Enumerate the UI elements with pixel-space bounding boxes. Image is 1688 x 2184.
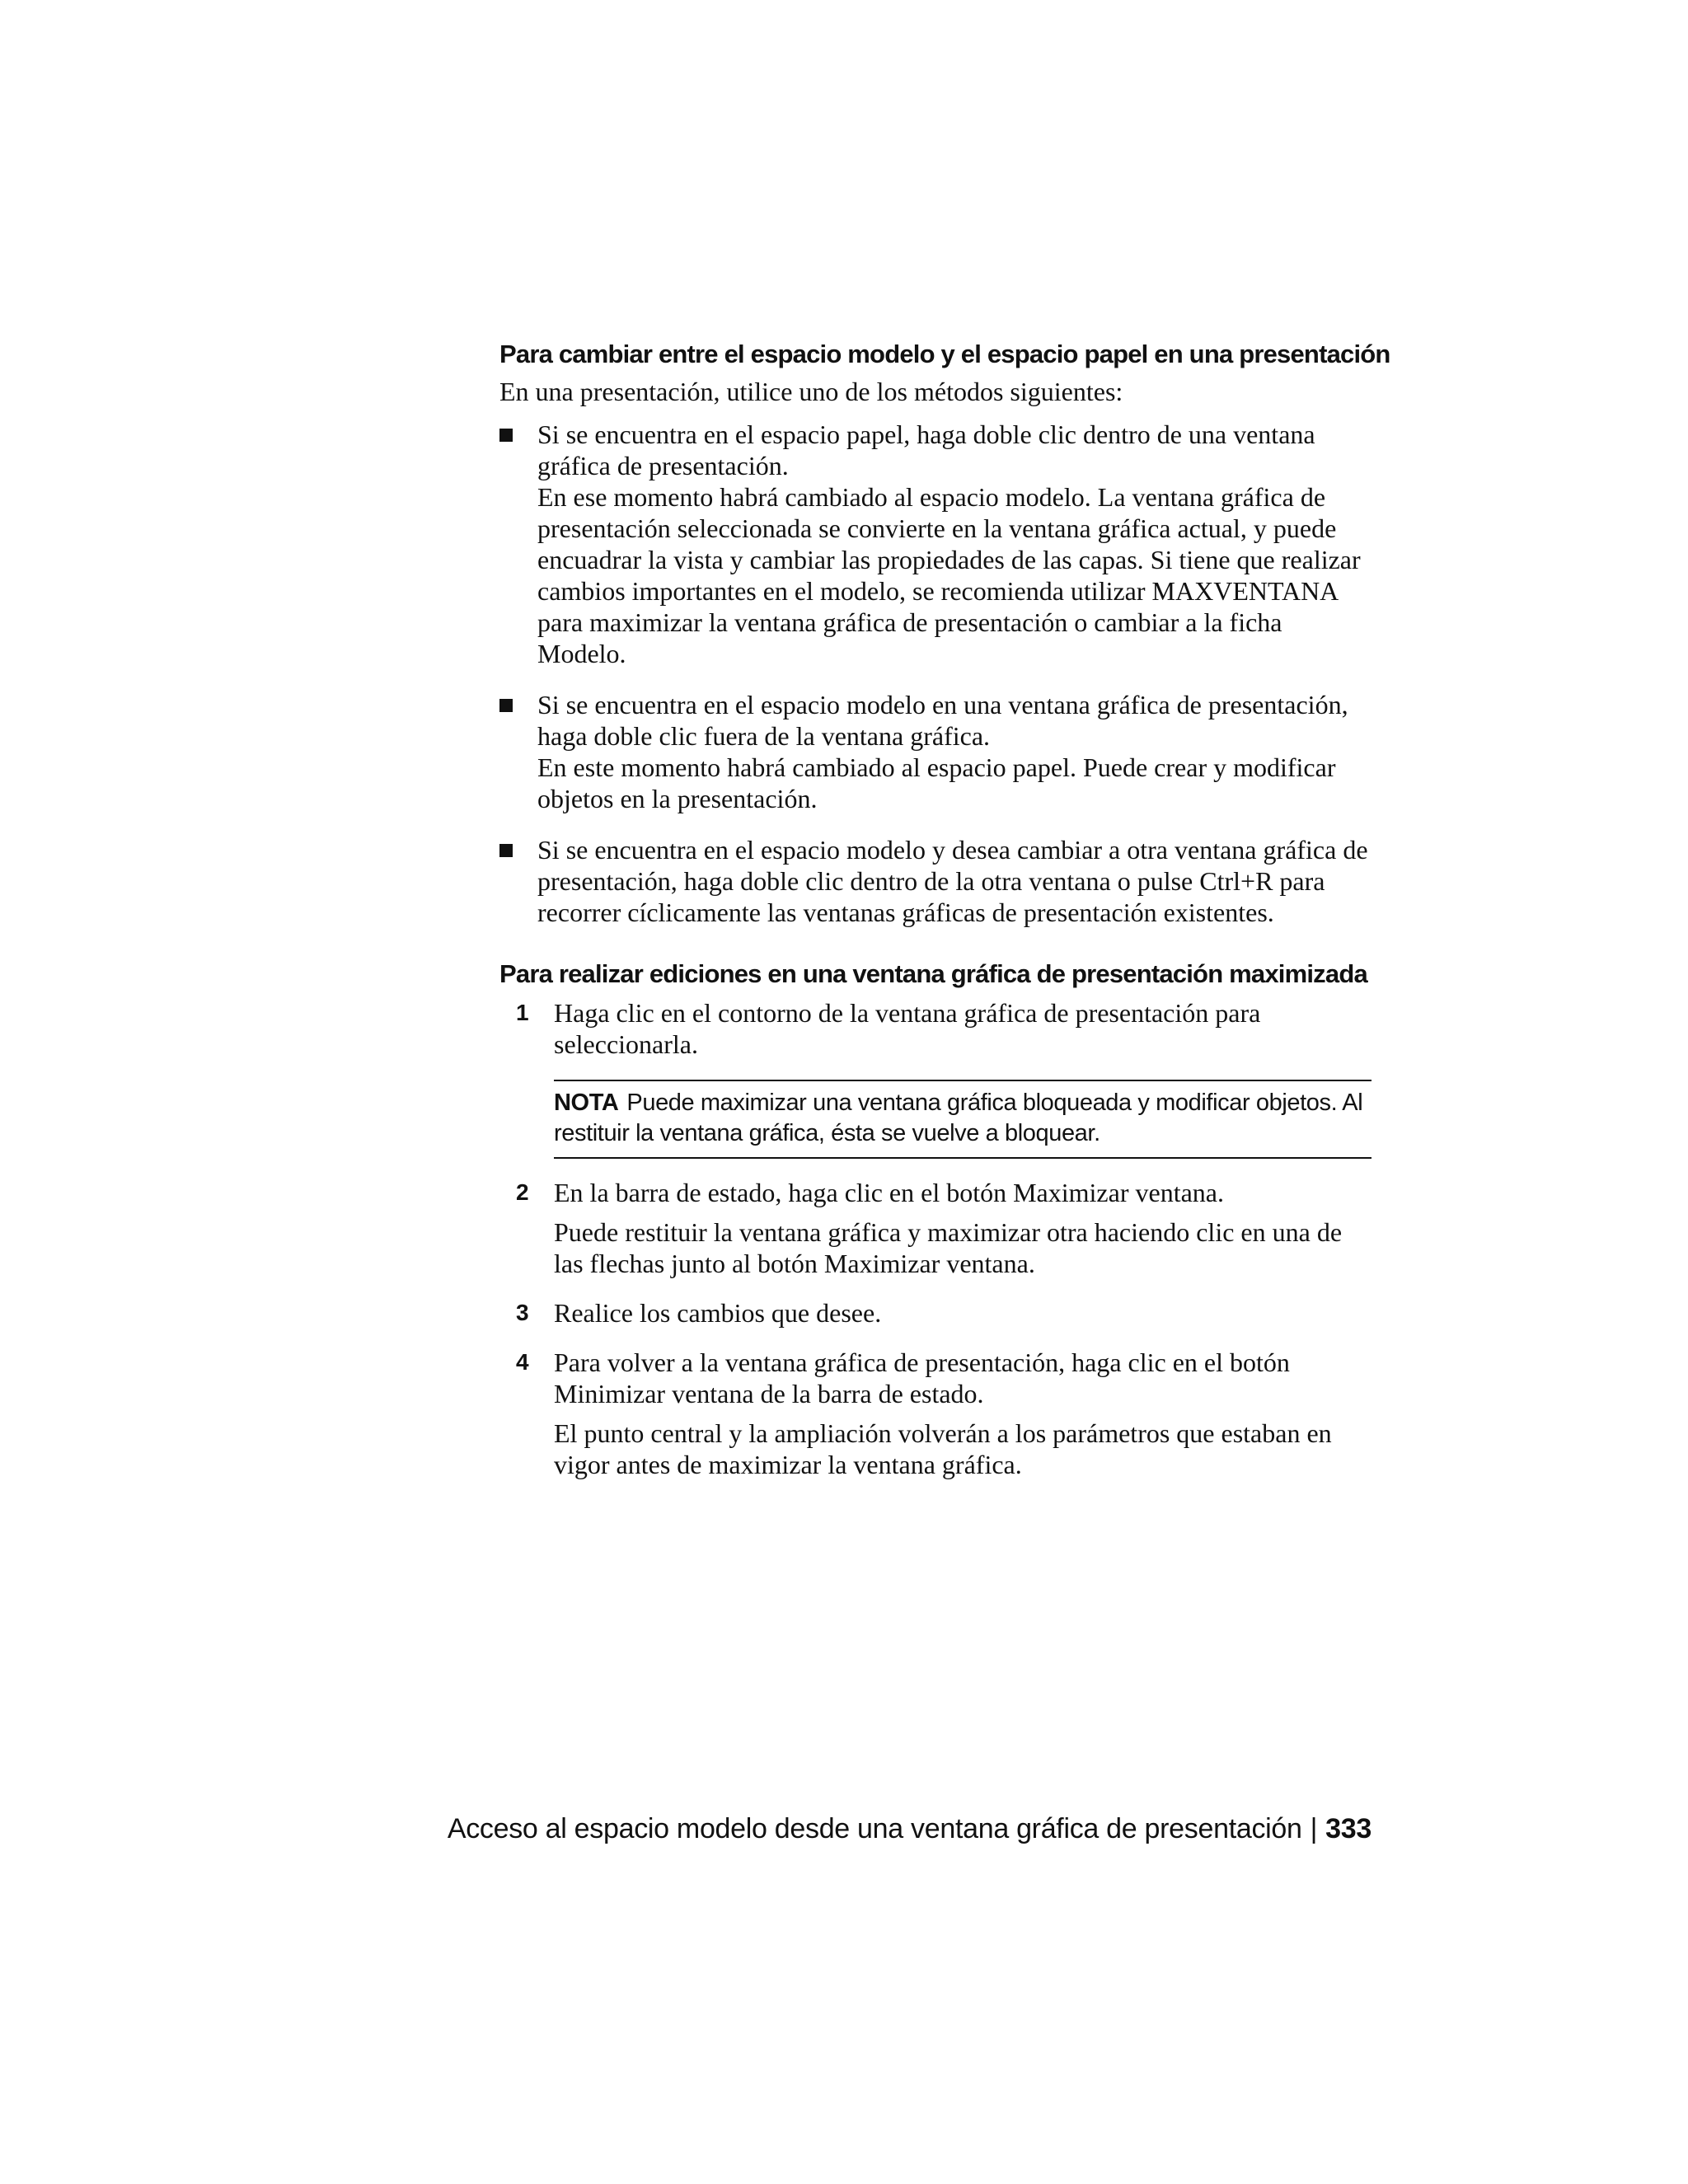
square-bullet-icon (499, 699, 513, 712)
bullet-text: Si se encuentra en el espacio modelo y desea cambiar a otra ventana gráfica de presentación, haga doble clic dentro de la otra ventana o pulse Ctrl+R para recorrer cíclicamente las ventanas gráficas de presentación existentes. (537, 835, 1368, 927)
bullet-text: Si se encuentra en el espacio modelo en una ventana gráfica de presentación, haga doble clic fuera de la ventana gráfica. (537, 690, 1348, 751)
bullet-text: Si se encuentra en el espacio papel, haga doble clic dentro de una ventana gráfica de presentación. (537, 419, 1315, 480)
step-text: Haga clic en el contorno de la ventana gráfica de presentación para seleccionarla. (554, 998, 1261, 1059)
square-bullet-icon (499, 429, 513, 442)
page-number: 333 (1325, 1813, 1372, 1844)
square-bullet-icon (499, 844, 513, 857)
footer-separator: | (1310, 1813, 1318, 1844)
footer-title: Acceso al espacio modelo desde una ventana gráfica de presentación (447, 1813, 1302, 1844)
section-heading-maximized-viewport: Para realizar ediciones en una ventana gráfica de presentación maximizada (499, 959, 1367, 988)
step-detail: El punto central y la ampliación volverán a los parámetros que estaban en vigor antes de maximizar la ventana gráfica. (554, 1418, 1332, 1479)
step-item (499, 1297, 1372, 1329)
list-item (499, 419, 1372, 669)
step-text: En la barra de estado, haga clic en el botón Maximizar ventana. (554, 1178, 1224, 1207)
note-box (554, 1080, 1372, 1159)
step-item (499, 997, 1372, 1159)
step-item (499, 1177, 1372, 1279)
list-item (499, 689, 1372, 814)
step-text: Realice los cambios que desee. (554, 1298, 882, 1328)
step-text: Para volver a la ventana gráfica de presentación, haga clic en el botón Minimizar ventana de la barra de estado. (554, 1347, 1290, 1408)
methods-list (499, 419, 1372, 928)
page-content (499, 336, 1390, 1498)
step-item (499, 1347, 1372, 1480)
note-text: Puede maximizar una ventana gráfica bloqueada y modificar objetos. Al restituir la ventana gráfica, ésta se vuelve a bloquear. (554, 1090, 1363, 1146)
step-number: 3 (516, 1300, 529, 1325)
step-number: 2 (516, 1179, 529, 1205)
bullet-detail: En este momento habrá cambiado al espacio papel. Puede crear y modificar objetos en la presentación. (537, 752, 1336, 813)
section-heading-model-paper: Para cambiar entre el espacio modelo y el espacio papel en una presentación (499, 340, 1390, 368)
step-number: 4 (516, 1349, 529, 1375)
list-item (499, 834, 1372, 928)
note-label: NOTA (554, 1090, 619, 1116)
step-number: 1 (516, 1000, 529, 1025)
step-detail: Puede restituir la ventana gráfica y maximizar otra haciendo clic en una de las flechas junto al botón Maximizar ventana. (554, 1217, 1343, 1278)
page-footer (448, 1813, 1372, 1845)
steps-list (499, 997, 1372, 1480)
section-intro: En una presentación, utilice uno de los métodos siguientes: (499, 377, 1123, 406)
bullet-detail: En ese momento habrá cambiado al espacio modelo. La ventana gráfica de presentación seleccionada se convierte en la ventana gráfica actual, y puede encuadrar la vista y cambiar las propiedades de las capas. Si tiene que realizar cambios importantes en el modelo, se recomienda utilizar MAXVENTANA para maximizar la ventana gráfica de presentación o cambiar a la ficha Modelo. (537, 482, 1361, 668)
